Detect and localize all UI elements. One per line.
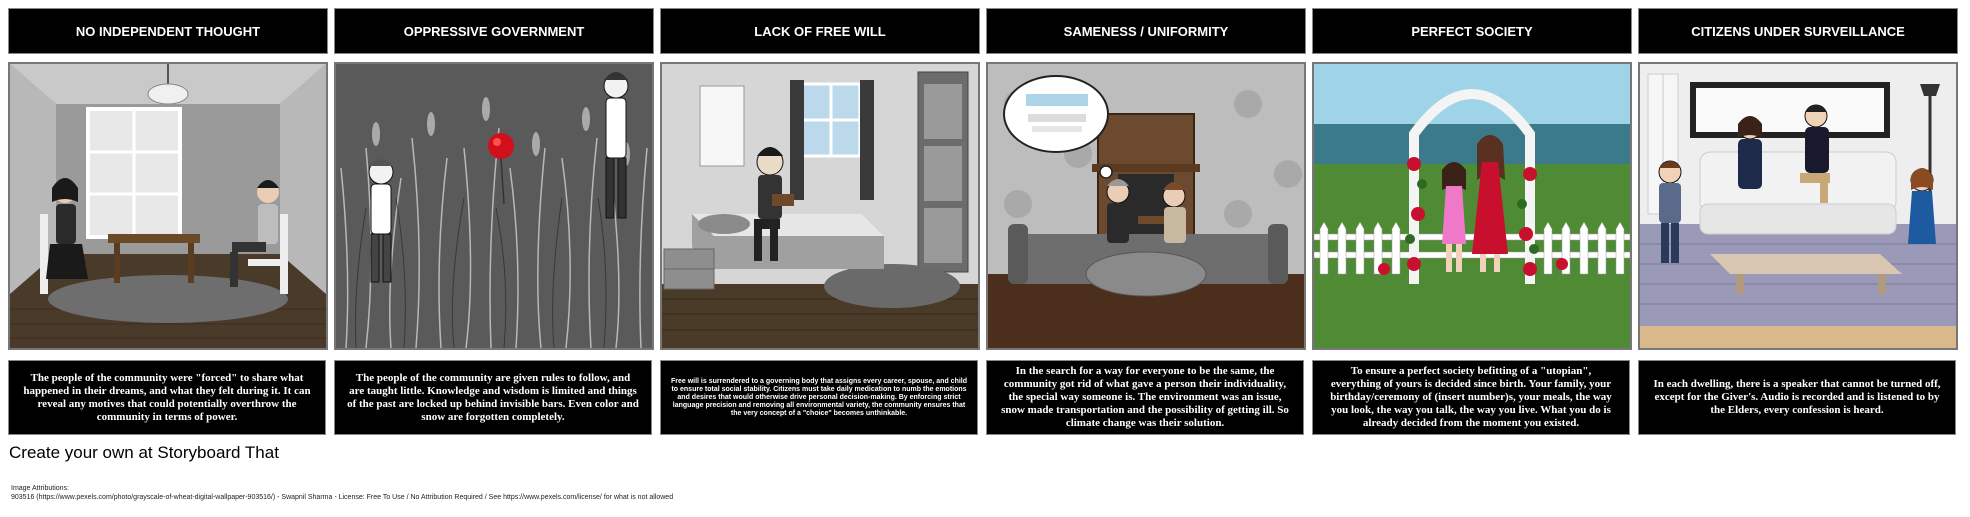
scene-living-room — [988, 64, 1304, 348]
cell-description: In the search for a way for everyone to be the same, the community got rid of what gave a person their individuality, the special way someone is. The environment was an issue, snow made transportation and the possibility of getting ill. So climate change was their solution. — [986, 360, 1304, 435]
cell-title: CITIZENS UNDER SURVEILLANCE — [1638, 8, 1958, 54]
attributions-heading: Image Attributions: — [11, 485, 69, 492]
scene-bedroom-dream — [10, 64, 326, 348]
storyboard-cell-6 — [1638, 8, 1958, 438]
scene-image-living-room — [986, 62, 1306, 350]
storyboard — [8, 8, 1962, 438]
cell-description: Free will is surrendered to a governing body that assigns every career, spouse, and child to ensure total social stability. Citizens must take daily medication to numb the emotions and desires that would otherwise drive personal decision-making. By enforcing strict language precision and removing all environmental variety, the community ensures that the very concept of a "choice" becomes unthinkable. — [660, 360, 978, 435]
cell-title: NO INDEPENDENT THOUGHT — [8, 8, 328, 54]
scene-image-family-room — [1638, 62, 1958, 350]
scene-bedroom-alone — [662, 64, 978, 348]
scene-image-bedroom-dream — [8, 62, 328, 350]
cell-description: The people of the community are given rules to follow, and are taught little. Knowledge and wisdom is limited and things of the past are locked up behind invisible bars. Even color and snow are forgotten completely. — [334, 360, 652, 435]
create-your-own-link[interactable]: Create your own at Storyboard That — [9, 443, 279, 462]
cell-description: To ensure a perfect society befitting of a "utopian", everything of yours is decided since birth. Your family, your birthday/ceremony of (insert number)s, your meals, the way you look, the way you talk, the way you live. What you do is already decided from the moment you existed. — [1312, 360, 1630, 435]
scene-wedding-arch — [1314, 64, 1630, 348]
cell-title: SAMENESS / UNIFORMITY — [986, 8, 1306, 54]
scene-wheat-field — [336, 64, 652, 348]
storyboard-cell-3 — [660, 8, 980, 438]
scene-image-wheat-field — [334, 62, 654, 350]
cell-title: PERFECT SOCIETY — [1312, 8, 1632, 54]
attribution-text: 903516 (https://www.pexels.com/photo/grayscale-of-wheat-digital-wallpaper-903516/) - Swapnil Sharma - License: Free To Use / No Attribution Required / See https://www.pexels.com/license/ for what is not allowed — [11, 494, 674, 501]
cell-title: OPPRESSIVE GOVERNMENT — [334, 8, 654, 54]
cell-description: The people of the community were "forced" to share what happened in their dreams, and what they felt during it. It can reveal any motives that could potentially overthrow the community in terms of power. — [8, 360, 326, 435]
storyboard-cell-4 — [986, 8, 1306, 438]
scene-family-room — [1640, 64, 1956, 348]
cell-title: LACK OF FREE WILL — [660, 8, 980, 54]
cell-description: In each dwelling, there is a speaker that cannot be turned off, except for the Giver's. Audio is recorded and is listened to by the Elders, every confession is heard. — [1638, 360, 1956, 435]
storyboard-cell-5 — [1312, 8, 1632, 438]
storyboard-cell-2 — [334, 8, 654, 438]
scene-image-wedding-arch — [1312, 62, 1632, 350]
storyboard-cell-1 — [8, 8, 328, 438]
scene-image-bedroom-alone — [660, 62, 980, 350]
